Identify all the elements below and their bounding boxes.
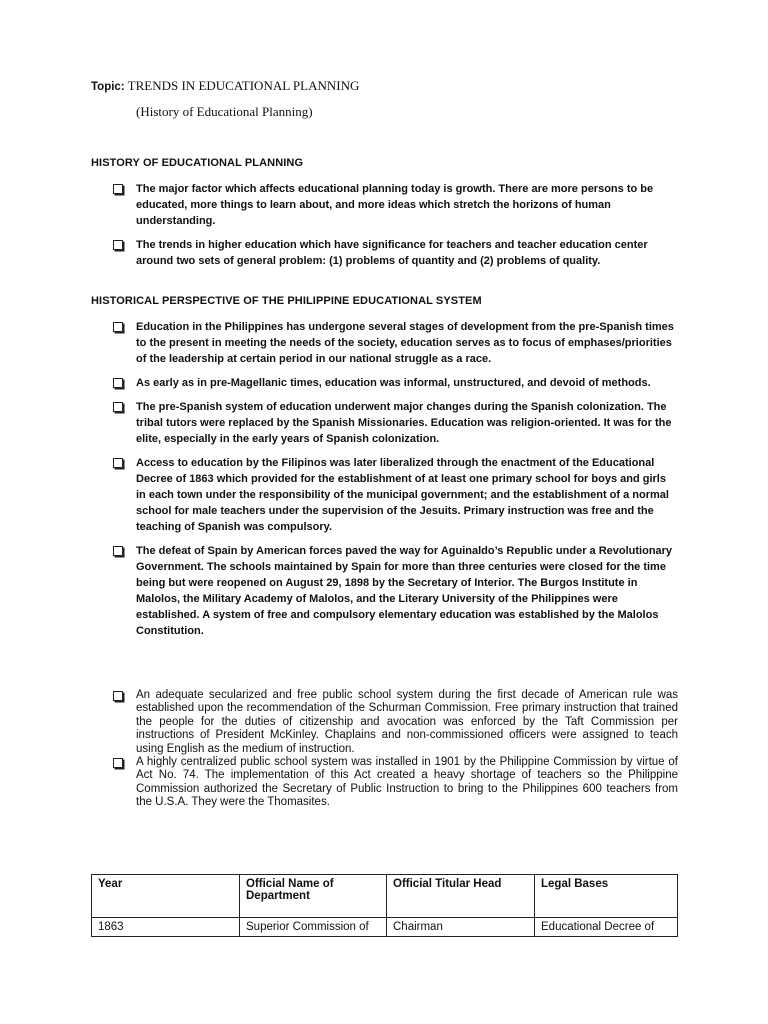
list-item <box>113 399 678 447</box>
table-cell: Educational Decree of <box>535 918 678 937</box>
list-item <box>113 375 678 391</box>
topic-label: Topic: <box>91 81 125 93</box>
list-item-text: An adequate secularized and free public school system during the first decade of American rule was established upon the recommendation of the Schurman Commission. Free primary instruction that trained the people for the duties of citizenship and avocation was enforced by the Taft Commission per instructions of President McKinley. Chaplains and non-commissioned officers were assigned to teach using English as the medium of instruction. <box>136 689 678 755</box>
checkbox-square-icon <box>113 184 123 194</box>
list-item-text: Access to education by the Filipinos was later liberalized through the enactment of the Educational Decree of 1863 which provided for the establishment of at least one primary school for boys and girls in each town under the responsibility of the municipal government; and the establishment of a normal school for male teachers under the supervision of the Jesuits. Primary instruction was free and the teaching of Spanish was compulsory. <box>136 457 669 533</box>
list-item <box>113 543 678 639</box>
checkbox-square-icon <box>113 240 123 250</box>
section-heading-history: HISTORY OF EDUCATIONAL PLANNING <box>91 157 304 169</box>
column-header-year: Year <box>92 875 240 918</box>
column-header-legal-bases: Legal Bases <box>535 875 678 918</box>
table-cell: Superior Commission of <box>240 918 387 937</box>
table-cell: 1863 <box>92 918 240 937</box>
table-row <box>92 918 678 937</box>
checkbox-square-icon <box>113 378 123 388</box>
column-header-department: Official Name of Department <box>240 875 387 918</box>
checkbox-square-icon <box>113 758 123 768</box>
checkbox-square-icon <box>113 402 123 412</box>
list-item <box>113 181 678 229</box>
list-item-text: The defeat of Spain by American forces paved the way for Aguinaldo’s Republic under a Revolutionary Government. The schools maintained by Spain for more than three centuries were closed for the time being but were reopened on August 29, 1898 by the Secretary of Interior. The Burgos Institute in Malolos, the Military Academy of Malolos, and the Literary University of the Philippines were established. A system of free and compulsory elementary education was established by the Malolos Constitution. <box>136 545 673 637</box>
perspective-list <box>113 319 678 647</box>
checkbox-square-icon <box>113 458 123 468</box>
topic-line <box>91 78 359 94</box>
list-item-text: The pre-Spanish system of education underwent major changes during the Spanish colonization. The tribal tutors were replaced by the Spanish Missionaries. Education was religion-oriented. It was for the elite, especially in the early years of Spanish colonization. <box>136 401 672 445</box>
list-item-text: The major factor which affects educational planning today is growth. There are more persons to be educated, more things to learn about, and more ideas which stretch the horizons of human understanding. <box>136 183 654 227</box>
list-item-text: As early as in pre-Magellanic times, education was informal, unstructured, and devoid of methods. <box>136 377 651 389</box>
list-item-text: Education in the Philippines has undergone several stages of development from the pre-Spanish times to the present in meeting the needs of the society, education serves as to focus of emphases/priorities of the leadership at certain period in our national struggle as a race. <box>136 321 674 365</box>
department-table <box>91 874 678 937</box>
list-item <box>113 319 678 367</box>
checkbox-square-icon <box>113 546 123 556</box>
checkbox-square-icon <box>113 691 123 701</box>
list-item-text: A highly centralized public school system was installed in 1901 by the Philippine Commission by virtue of Act No. 74. The implementation of this Act created a heavy shortage of teachers so the Philippine Commission authorized the Secretary of Public Instruction to bring to the Philippines 600 teachers from the U.S.A. They were the Thomasites. <box>136 756 678 809</box>
history-list <box>113 181 678 277</box>
checkbox-square-icon <box>113 322 123 332</box>
list-item <box>113 689 678 756</box>
table-header-row <box>92 875 678 918</box>
topic-title: TRENDS IN EDUCATIONAL PLANNING <box>127 78 360 93</box>
american-period-list <box>113 689 678 810</box>
list-item-text: The trends in higher education which have significance for teachers and teacher education center around two sets of general problem: (1) problems of quantity and (2) problems of quality. <box>136 239 648 267</box>
list-item <box>113 756 678 810</box>
section-heading-perspective: HISTORICAL PERSPECTIVE OF THE PHILIPPINE EDUCATIONAL SYSTEM <box>91 295 482 307</box>
column-header-titular-head: Official Titular Head <box>387 875 535 918</box>
table-cell: Chairman <box>387 918 535 937</box>
list-item <box>113 455 678 535</box>
topic-subtitle: (History of Educational Planning) <box>136 104 313 119</box>
list-item <box>113 237 678 269</box>
